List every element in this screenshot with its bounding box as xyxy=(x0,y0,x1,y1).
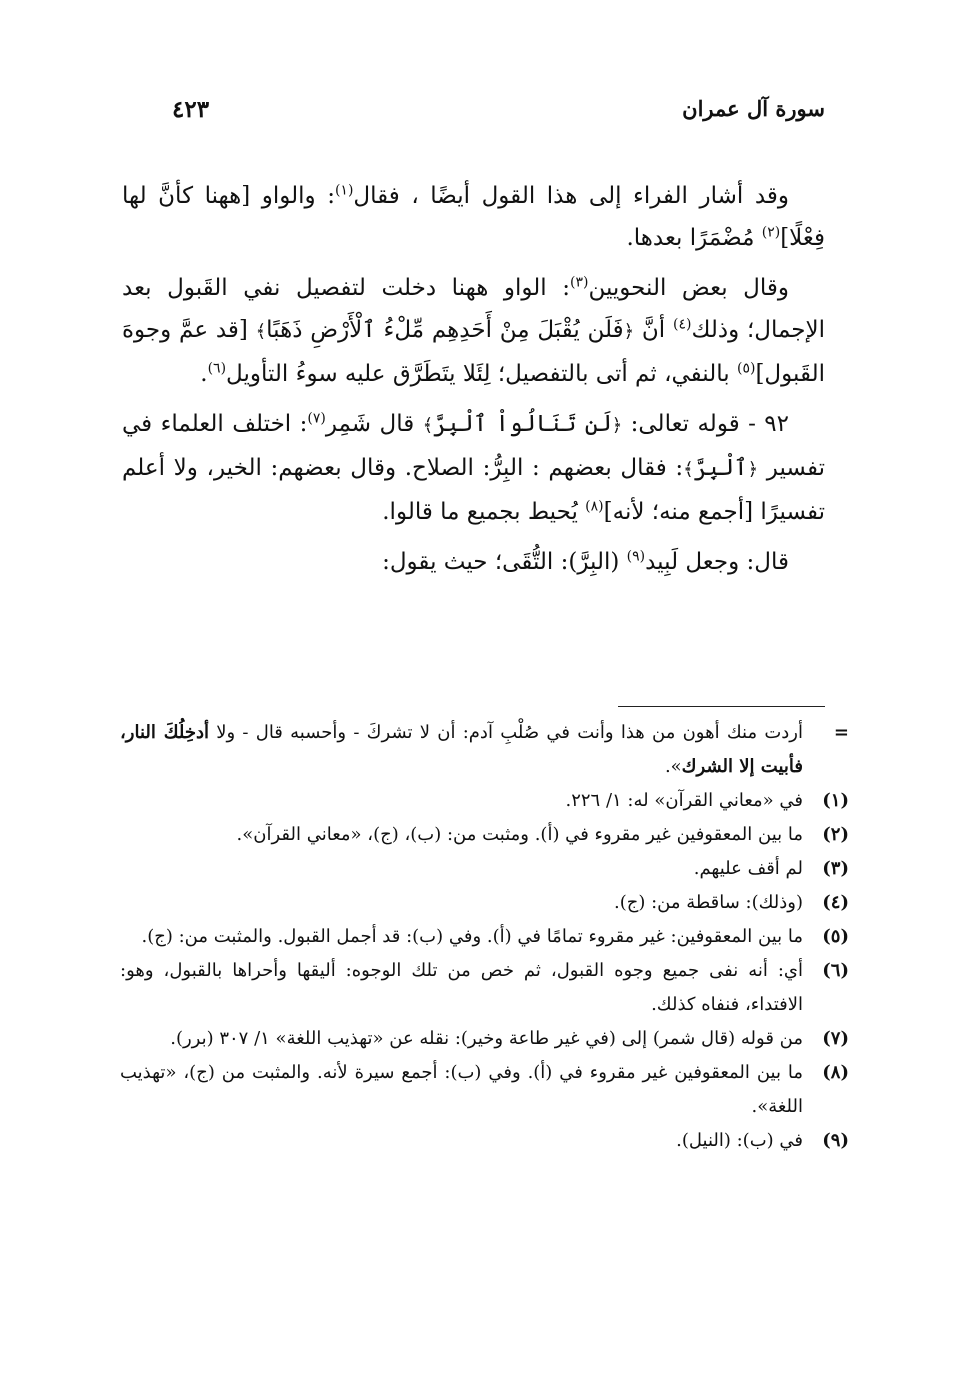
footnote-ref-8[interactable]: (٨) xyxy=(585,498,604,515)
footnote-text: من قوله (قال شمر) إلى (في غير طاعة وخير): نقله عن «تهذيب اللغة» ١/ ٣٠٧ (برر). xyxy=(170,1028,803,1049)
footnote-text: ». xyxy=(664,756,682,777)
surah-title: سورة آل عمران xyxy=(682,96,825,121)
footnote-item xyxy=(120,1022,849,1056)
footnote-item xyxy=(120,818,849,852)
paragraph-1 xyxy=(122,175,825,259)
paragraph-text: (البِرَّ): التُّقَى؛ حيث يقول: xyxy=(382,549,627,575)
paragraph-text: وقد أشار الفراء إلى هذا القول أيضًا ، فقال xyxy=(353,183,789,209)
paragraph-text: بالنفي، ثم أتى بالتفصيل؛ لِئَلا يتَطَرَّق عليه سوءُ التأويل xyxy=(226,361,737,387)
quran-bracket-open: ﴿ xyxy=(747,459,759,480)
footnote-ref-3[interactable]: (٣) xyxy=(569,274,589,291)
continuation-marker: = xyxy=(833,722,849,743)
paragraph-text: : فقال بعضهم : البِرُّ: الصلاح. وقال بعضهم: الخير، ولا أعلم تفسيرًا [أجمع منه؛ لأنه] xyxy=(122,455,825,525)
footnote-item xyxy=(120,1056,849,1124)
paragraph-text: . xyxy=(200,361,208,387)
footnote-text: لم أقف عليهم. xyxy=(693,858,803,879)
footnote-item xyxy=(120,1124,849,1158)
main-text xyxy=(122,175,825,591)
paragraph-text: أنَّ xyxy=(634,317,673,343)
footnotes xyxy=(120,716,849,1158)
footnote-number: (٩) xyxy=(822,1130,849,1151)
footnote-ref-1[interactable]: (١) xyxy=(334,182,354,199)
paragraph-text: وقال بعض النحويين xyxy=(588,275,789,301)
footnote-ref-5[interactable]: (٥) xyxy=(736,360,756,377)
paragraph-text: [قد عمَّ وجوهَ القَبول] xyxy=(122,317,825,387)
paragraph-text: : الواو ههنا دخلت لتفصيل نفي القَبول بعد الإجمال؛ وذلك xyxy=(122,275,825,343)
quran-verse: فَلَن يُقْبَلَ مِنْ أَحَدِهِم مِّلْءُ ٱلْأَرْضِ ذَهَبًا xyxy=(266,317,624,343)
footnote-ref-4[interactable]: (٤) xyxy=(672,316,692,333)
verse-heading: ٩٢ - قوله تعالى: xyxy=(622,411,789,437)
quran-bracket-close: ﴾ xyxy=(255,321,267,342)
footnote-item xyxy=(120,920,849,954)
footnote-text: في (ب): (النيل). xyxy=(676,1130,803,1151)
footnote-number: (٦) xyxy=(822,960,849,981)
footnote-text: ما بين المعقوفين غير مقروء في (أ). وفي (ب): أجمع سيرة لأنه. والمثبت من (ج)، «تهذيب اللغة». xyxy=(120,1062,803,1117)
footnote-text: أي: أنه نفى جميع وجوه القبول، ثم خص من تلك الوجوه: أليقها وأحراها بالقبول، وهو: الافتداء، فنفاه كذلك. xyxy=(120,960,803,1015)
paragraph-text: : اختلف العلماء في تفسير xyxy=(122,411,825,481)
quran-bracket-close: ﴾ xyxy=(683,459,694,480)
footnote-ref-7[interactable]: (٧) xyxy=(307,410,326,427)
footnote-ref-6[interactable]: (٦) xyxy=(207,360,227,377)
page-number: ٤٢٣ xyxy=(172,96,210,123)
footnote-number: (٨) xyxy=(822,1062,849,1083)
footnote-item xyxy=(120,886,849,920)
paragraph-2 xyxy=(122,267,825,395)
footnote-number: (١) xyxy=(822,790,849,811)
footnote-text: في «معاني القرآن» له: ١/ ٢٢٦. xyxy=(565,790,803,811)
footnote-text-bold: أدخِلُكَ النار، فأبيت إلا الشرك xyxy=(120,722,803,777)
paragraph-text: قال: وجعل لَبِيد xyxy=(645,549,789,575)
paragraph-3 xyxy=(122,403,825,533)
footnote-number: (٤) xyxy=(822,892,849,913)
paragraph-text: يُحيط بجميع ما قالوا. xyxy=(382,499,586,525)
footnote-text: ما بين المعقوفين: غير مقروء تمامًا في (أ). وفي (ب): قد أجمل القبول. والمثبت من: (ج). xyxy=(141,926,803,947)
footnote-number: (٣) xyxy=(822,858,849,879)
footnote-text: ما بين المعقوفين غير مقروء في (أ). ومثبت من: (ب)، (ج)، «معاني القرآن». xyxy=(236,824,803,845)
footnote-number: (٧) xyxy=(822,1028,849,1049)
footnote-divider xyxy=(618,706,825,707)
paragraph-text: : والواو [ههنا كأنَّ لها فِعْلًا] xyxy=(122,183,825,251)
footnote-ref-9[interactable]: (٩) xyxy=(626,548,646,565)
footnote-ref-2[interactable]: (٢) xyxy=(761,224,781,241)
quran-bracket-open: ﴿ xyxy=(611,415,623,436)
footnote-text: أردت منك أهون من هذا وأنت في صُلْبِ آدم: أن لا تشركَ - وأحسبه قال - ولا xyxy=(208,722,803,743)
paragraph-4 xyxy=(122,541,825,583)
footnote-number: (٢) xyxy=(822,824,849,845)
footnote-continuation xyxy=(120,716,849,784)
footnote-text: (وذلك): ساقطة من: (ج). xyxy=(613,892,803,913)
quran-bracket-close: ﴾ xyxy=(422,415,434,436)
footnote-item xyxy=(120,954,849,1022)
footnote-item xyxy=(120,852,849,886)
quran-word: ٱلْبِرَّ xyxy=(693,455,748,481)
page-header xyxy=(160,96,825,132)
paragraph-text: مُضْمَرًا بعدها. xyxy=(626,225,762,251)
paragraph-text: قال شَمِر xyxy=(325,411,423,437)
quran-bracket-open: ﴿ xyxy=(623,321,635,342)
footnote-number: (٥) xyxy=(822,926,849,947)
quran-verse: لَن تَنَالُواْ ٱلْبِرَّ xyxy=(433,411,612,437)
footnote-item xyxy=(120,784,849,818)
